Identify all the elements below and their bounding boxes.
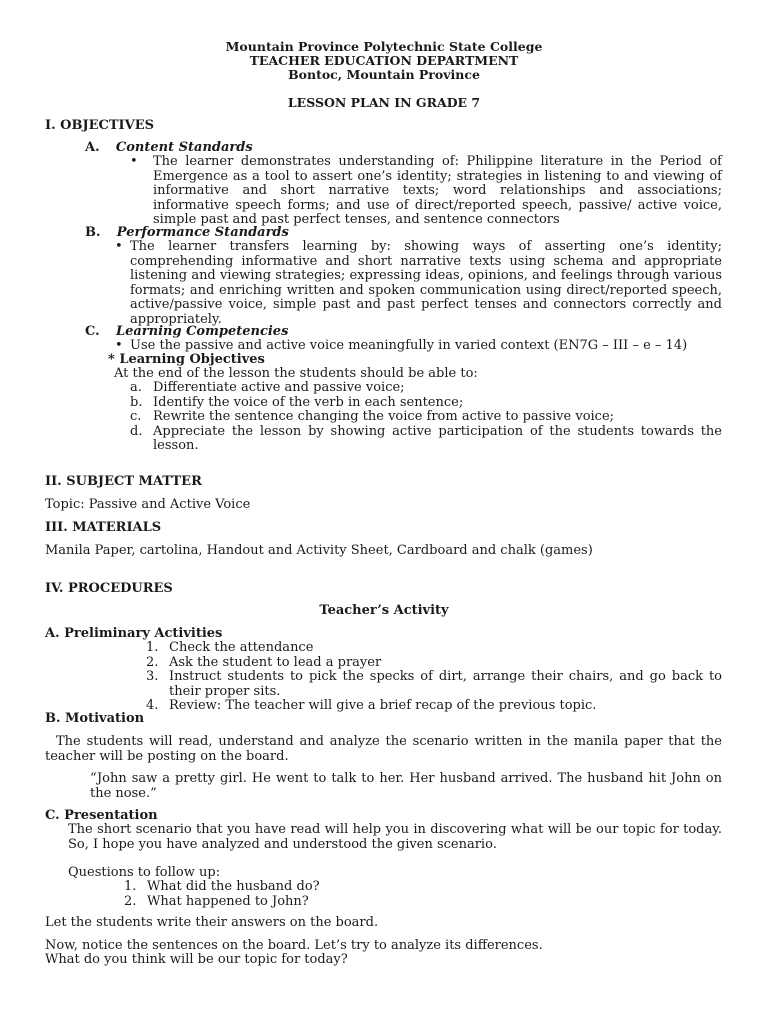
learning-objectives-label: * Learning Objectives	[108, 352, 265, 367]
preliminary-activities-heading: A. Preliminary Activities	[45, 626, 223, 641]
list-marker: 2.	[146, 654, 159, 670]
list-item-text: Identify the voice of the verb in each sentence;	[153, 394, 464, 410]
list-item	[130, 410, 722, 425]
list-item-text: Appreciate the lesson by showing active participation of the students towards the lesson.	[153, 423, 722, 453]
list-marker: b.	[130, 394, 143, 410]
college-location: Bontoc, Mountain Province	[288, 67, 480, 82]
list-item	[146, 670, 722, 699]
learning-competencies-bullet: •	[115, 338, 123, 353]
list-marker: c.	[130, 409, 142, 424]
list-item	[146, 656, 722, 671]
objectives-heading: I. OBJECTIVES	[45, 118, 154, 133]
motivation-heading: B. Motivation	[45, 711, 145, 726]
questions-label: Questions to follow up:	[68, 865, 221, 880]
list-item-text: Differentiate active and passive voice;	[153, 380, 405, 395]
content-standards-label: Content Standards	[115, 140, 253, 155]
preliminary-activities-list	[146, 641, 722, 714]
list-item-text: What did the husband do?	[147, 879, 320, 894]
list-marker: 1.	[124, 879, 137, 894]
analyze-instruction: Now, notice the sentences on the board. Let’s try to analyze its differences.	[45, 938, 543, 953]
motivation-quote: “John saw a pretty girl. He went to talk to her. Her husband arrived. The husband hit John on the nose.”	[90, 771, 722, 801]
list-item	[146, 699, 722, 714]
list-item-text: Check the attendance	[169, 640, 314, 655]
topic-question: What do you think will be our topic for today?	[45, 952, 348, 967]
list-marker: 4.	[146, 698, 159, 713]
presentation-heading: C. Presentation	[45, 808, 158, 823]
list-marker: 1.	[146, 640, 159, 655]
content-standards-letter: A.	[85, 140, 100, 155]
presentation-text: The short scenario that you have read will help you in discovering what will be our topic for today. So, I hope you have analyzed and understood the given scenario.	[68, 822, 722, 852]
list-item-text: Rewrite the sentence changing the voice from active to passive voice;	[153, 409, 615, 424]
list-item	[124, 880, 624, 895]
list-item	[146, 641, 722, 656]
learning-competencies-label: Learning Competencies	[115, 324, 289, 339]
content-standards-bullet: •	[130, 154, 138, 169]
teacher-activity-heading: Teacher’s Activity	[319, 603, 449, 618]
learning-objectives-list	[130, 381, 722, 454]
performance-standards-bullet: •	[115, 239, 123, 254]
answers-instruction: Let the students write their answers on the board.	[45, 915, 379, 930]
college-name: Mountain Province Polytechnic State College	[225, 39, 543, 54]
subject-matter-heading: II. SUBJECT MATTER	[45, 474, 202, 489]
learning-competencies-text: Use the passive and active voice meaningfully in varied context (EN7G – III – e – 14)	[130, 338, 688, 353]
performance-standards-label: Performance Standards	[116, 225, 289, 240]
department-name: TEACHER EDUCATION DEPARTMENT	[249, 53, 519, 68]
subject-matter-topic: Topic: Passive and Active Voice	[45, 497, 251, 512]
performance-standards-letter: B.	[85, 225, 101, 240]
motivation-text: The students will read, understand and analyze the scenario written in the manila paper that the teacher will be posting on the board.	[45, 734, 722, 764]
list-marker: 3.	[146, 669, 159, 684]
list-item-text: Instruct students to pick the specks of dirt, arrange their chairs, and go back to their proper sits.	[169, 669, 722, 699]
list-item	[130, 381, 722, 396]
learning-competencies-letter: C.	[85, 324, 100, 339]
list-item	[130, 396, 722, 411]
materials-text: Manila Paper, cartolina, Handout and Activity Sheet, Cardboard and chalk (games)	[45, 543, 593, 558]
performance-standards-text: The learner transfers learning by: showing ways of asserting one’s identity; comprehending informative and short narrative texts using schema and appropriate listening and viewing strategies; expressing ideas, opinions, and feelings through various formats; and enriching written and spoken communication using direct/reported speech, active/passive voice, simple past and past perfect tenses and connectors correctly and appropriately.	[130, 239, 722, 327]
list-item-text: Ask the student to lead a prayer	[169, 654, 382, 670]
list-marker: 2.	[124, 893, 137, 909]
learning-objectives-intro: At the end of the lesson the students should be able to:	[114, 366, 478, 381]
list-item	[130, 425, 722, 454]
questions-list	[124, 880, 624, 909]
procedures-heading: IV. PROCEDURES	[45, 581, 173, 596]
list-item-text: Review: The teacher will give a brief recap of the previous topic.	[169, 698, 597, 713]
list-item-text: What happened to John?	[147, 893, 309, 909]
page-title: LESSON PLAN IN GRADE 7	[287, 95, 481, 110]
list-item	[124, 895, 624, 910]
content-standards-text: The learner demonstrates understanding of: Philippine literature in the Period of Emergence as a tool to assert one’s identity; strategies in listening to and viewing of informative and short narrative texts; word relationships and associations; informative speech forms; and use of direct/reported speech, passive/ active voice, simple past and past perfect tenses, and sentence connectors	[153, 154, 722, 227]
document-header	[0, 40, 768, 82]
list-marker: d.	[130, 423, 143, 439]
list-marker: a.	[130, 380, 142, 395]
materials-heading: III. MATERIALS	[45, 520, 162, 535]
